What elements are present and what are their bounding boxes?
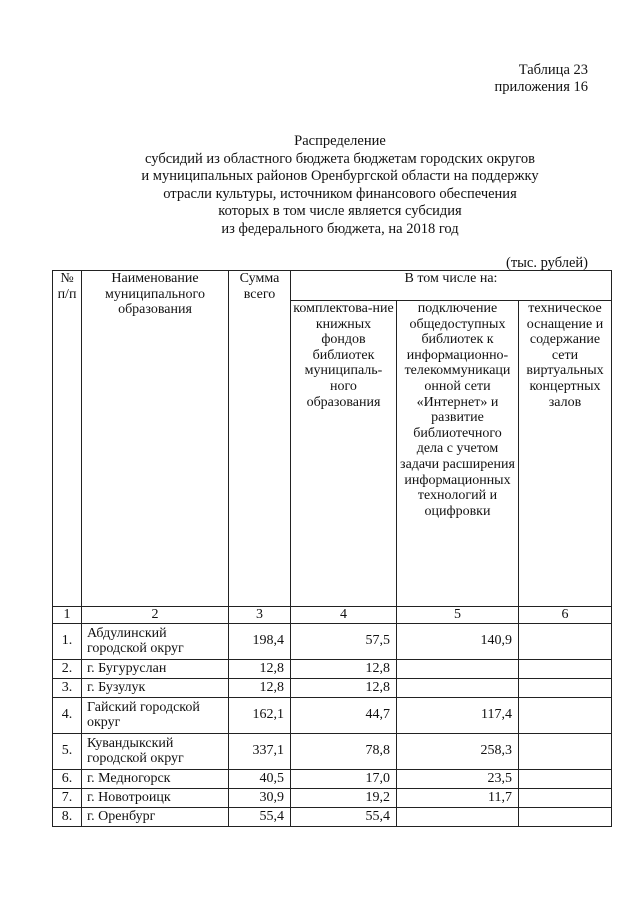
table-row xyxy=(53,623,612,659)
title-line: из федерального бюджета, на 2018 год xyxy=(221,220,459,237)
column-number: 5 xyxy=(397,607,519,624)
row-total: 162,1 xyxy=(229,697,291,733)
row-col6 xyxy=(519,788,612,807)
table-row xyxy=(53,678,612,697)
row-total: 40,5 xyxy=(229,769,291,788)
table-number: Таблица 23 xyxy=(518,62,588,78)
row-col5 xyxy=(397,659,519,678)
row-name: г. Бузулук xyxy=(82,678,229,697)
title-line: Распределение xyxy=(294,133,386,149)
title-line: и муниципальных районов Оренбургской области на поддержку xyxy=(141,168,539,185)
row-col6 xyxy=(519,807,612,826)
row-name: г. Новотроицк xyxy=(82,788,229,807)
row-total: 30,9 xyxy=(229,788,291,807)
row-total: 12,8 xyxy=(229,678,291,697)
row-col6 xyxy=(519,659,612,678)
header-col6: техническое оснащение и содержание сети виртуальных концертных залов xyxy=(519,301,612,607)
row-name: г. Оренбург xyxy=(82,807,229,826)
row-col4: 19,2 xyxy=(291,788,397,807)
row-col4: 44,7 xyxy=(291,697,397,733)
document-title xyxy=(100,133,580,239)
table-reference xyxy=(495,62,588,96)
row-col4: 55,4 xyxy=(291,807,397,826)
row-col5: 23,5 xyxy=(397,769,519,788)
row-num: 8. xyxy=(53,807,82,826)
row-name: г. Бугуруслан xyxy=(82,659,229,678)
row-col5 xyxy=(397,807,519,826)
table-row xyxy=(53,697,612,733)
row-name: Абдулинский городской округ xyxy=(82,623,229,659)
appendix-reference: приложения 16 xyxy=(494,79,588,95)
row-col4: 12,8 xyxy=(291,659,397,678)
title-line: субсидий из областного бюджета бюджетам городских округов xyxy=(145,150,535,167)
row-col6 xyxy=(519,697,612,733)
row-num: 2. xyxy=(53,659,82,678)
row-col5: 11,7 xyxy=(397,788,519,807)
row-col4: 12,8 xyxy=(291,678,397,697)
row-col6 xyxy=(519,733,612,769)
column-number: 2 xyxy=(82,607,229,624)
row-num: 5. xyxy=(53,733,82,769)
row-name: Гайский городской округ xyxy=(82,697,229,733)
row-col5: 140,9 xyxy=(397,623,519,659)
row-name: Кувандыкский городской округ xyxy=(82,733,229,769)
table-row xyxy=(53,788,612,807)
row-col5 xyxy=(397,678,519,697)
row-col5: 258,3 xyxy=(397,733,519,769)
table-row xyxy=(53,807,612,826)
row-name: г. Медногорск xyxy=(82,769,229,788)
row-num: 4. xyxy=(53,697,82,733)
header-including: В том числе на: xyxy=(291,271,612,301)
header-col4: комплектова-ние книжных фондов библиотек муниципаль-ного образования xyxy=(291,301,397,607)
header-col5: подключение общедоступных библиотек к информационно-телекоммуникаци онной сети «Интернет» и развитие библиотечного дела с учетом задачи расширения информационных технологий и оцифровки xyxy=(397,301,519,607)
row-total: 12,8 xyxy=(229,659,291,678)
header-num: № п/п xyxy=(53,271,82,607)
units-note: (тыс. рублей) xyxy=(506,255,588,271)
row-total: 198,4 xyxy=(229,623,291,659)
header-total: Сумма всего xyxy=(229,271,291,607)
table-row xyxy=(53,769,612,788)
row-total: 337,1 xyxy=(229,733,291,769)
column-number: 3 xyxy=(229,607,291,624)
row-num: 6. xyxy=(53,769,82,788)
table-row xyxy=(53,659,612,678)
table-row xyxy=(53,733,612,769)
row-col4: 57,5 xyxy=(291,623,397,659)
row-col4: 78,8 xyxy=(291,733,397,769)
row-col6 xyxy=(519,623,612,659)
row-num: 3. xyxy=(53,678,82,697)
header-name: Наименование муниципального образования xyxy=(82,271,229,607)
row-num: 1. xyxy=(53,623,82,659)
column-number: 6 xyxy=(519,607,612,624)
row-col5: 117,4 xyxy=(397,697,519,733)
row-total: 55,4 xyxy=(229,807,291,826)
title-line: которых в том числе является субсидия xyxy=(218,203,462,220)
column-number: 1 xyxy=(53,607,82,624)
title-line: отрасли культуры, источником финансового обеспечения xyxy=(163,185,517,202)
row-col6 xyxy=(519,769,612,788)
column-number: 4 xyxy=(291,607,397,624)
row-num: 7. xyxy=(53,788,82,807)
row-col4: 17,0 xyxy=(291,769,397,788)
row-col6 xyxy=(519,678,612,697)
subsidy-table xyxy=(52,270,612,827)
